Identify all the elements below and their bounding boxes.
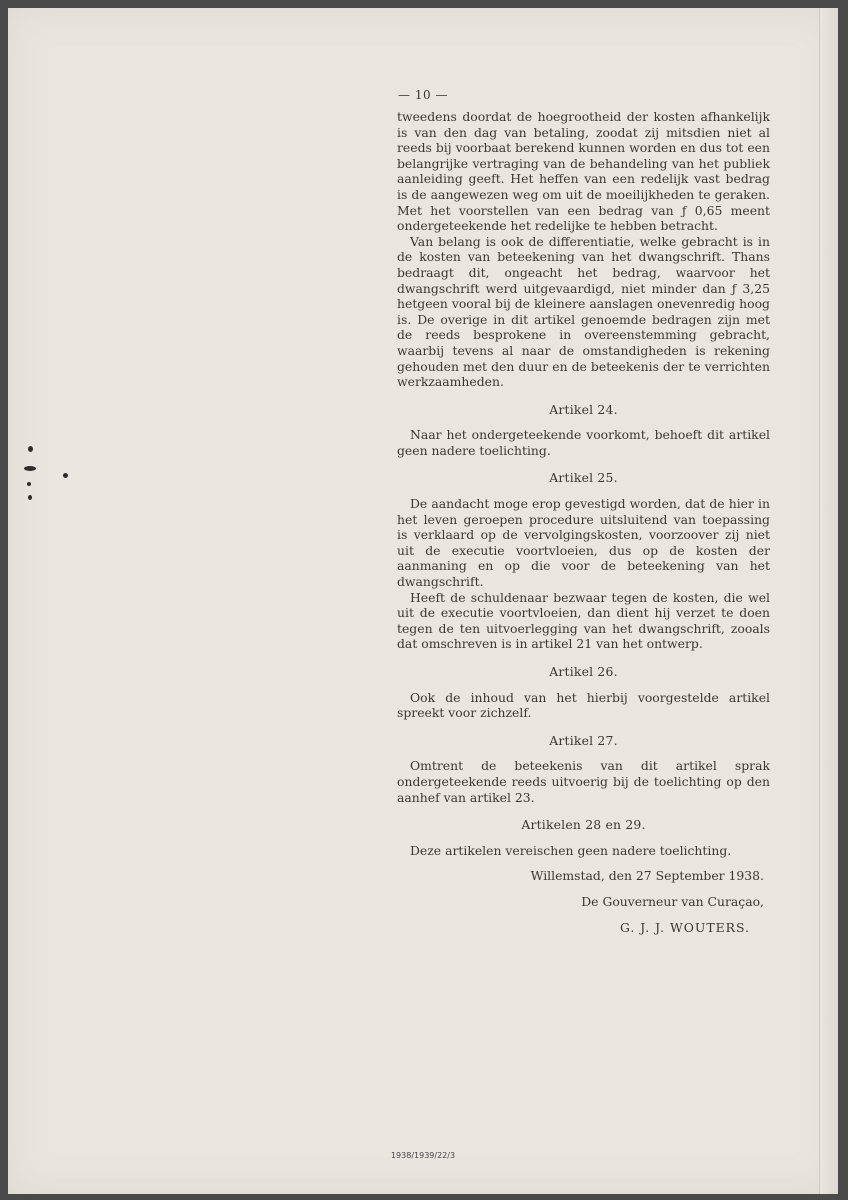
punch-hole-mark <box>63 473 68 478</box>
article-heading: Artikel 25. <box>549 470 618 486</box>
article-heading: Artikelen 28 en 29. <box>521 817 646 833</box>
text-column <box>397 109 770 935</box>
article-heading: Artikel 26. <box>549 664 618 679</box>
document-code: 1938/1939/22/3 <box>390 1151 456 1160</box>
article-heading: Artikel 27. <box>549 732 618 748</box>
paragraph: Van belang is ook de differentiatie, welke gebracht is in de kosten van beteekening van het dwangschrift. Thans bedraagt dit, ongeacht het bedrag, waarvoor het dwangschrift werd uitgevaardigd, niet minder dan ƒ 3,25 hetgeen vooral bij de kleinere aanslagen onevenredig hoog is. De overige in dit artikel genoemde bedragen zijn met de reeds besprokene in overeenstemming gebracht, waarbij tevens al naar de omstandigheden is rekening gehouden met den duur en de beteekenis der te verrichten werkzaamheden. <box>397 233 770 390</box>
punch-hole-mark <box>27 482 31 486</box>
punch-hole-mark <box>28 446 33 452</box>
punch-hole-mark <box>28 495 32 500</box>
page-edge <box>819 8 838 1194</box>
place-date: Willemstad, den 27 September 1938. <box>530 868 764 884</box>
page-number: — 10 — <box>398 88 448 102</box>
paragraph: tweedens doordat de hoegrootheid der kosten afhankelijk is van den dag van betaling, zoodat zij mitsdien niet al reeds bij voorbaat berekend kunnen worden en dus tot een belangrijke vertraging van de behandeling van het publiek aanleiding geeft. Het heffen van een redelijk vast bedrag is de aangewezen weg om uit de moeilijkheden te geraken. Met het voorstellen van een bedrag van ƒ 0,65 meent ondergeteekende het redelijke te hebben betracht. <box>397 109 770 234</box>
document-page <box>8 8 838 1194</box>
paragraph: Naar het ondergeteekende voorkomt, behoeft dit artikel geen nadere toelichting. <box>397 427 770 458</box>
paragraph: Deze artikelen vereischen geen nadere toelichting. <box>410 842 732 858</box>
paragraph: Omtrent de beteekenis van dit artikel sprak ondergeteekende reeds uitvoerig bij de toelichting op den aanhef van artikel 23. <box>397 758 770 805</box>
paragraph: Ook de inhoud van het hierbij voorgestelde artikel spreekt voor zichzelf. <box>397 689 770 721</box>
paragraph: Heeft de schuldenaar bezwaar tegen de kosten, die wel uit de executie voortvloeien, dan dient hij verzet te doen tegen de ten uitvoerlegging van het dwangschrift, zooals dat omschreven is in artikel 21 van het ontwerp. <box>397 589 770 652</box>
article-heading: Artikel 24. <box>549 401 618 417</box>
paragraph: De aandacht moge erop gevestigd worden, dat de hier in het leven geroepen procedure uitsluitend van toepassing is verklaard op de vervolgingskosten, voorzoover zij niet uit de executie voortvloeien, dus op de kosten der aanmaning en op die voor de beteekening van het dwangschrift. <box>397 496 770 590</box>
signatory-title: De Gouverneur van Curaçao, <box>581 893 764 909</box>
signatory-name: G. J. J. WOUTERS. <box>619 919 750 935</box>
punch-hole-mark <box>24 466 36 471</box>
